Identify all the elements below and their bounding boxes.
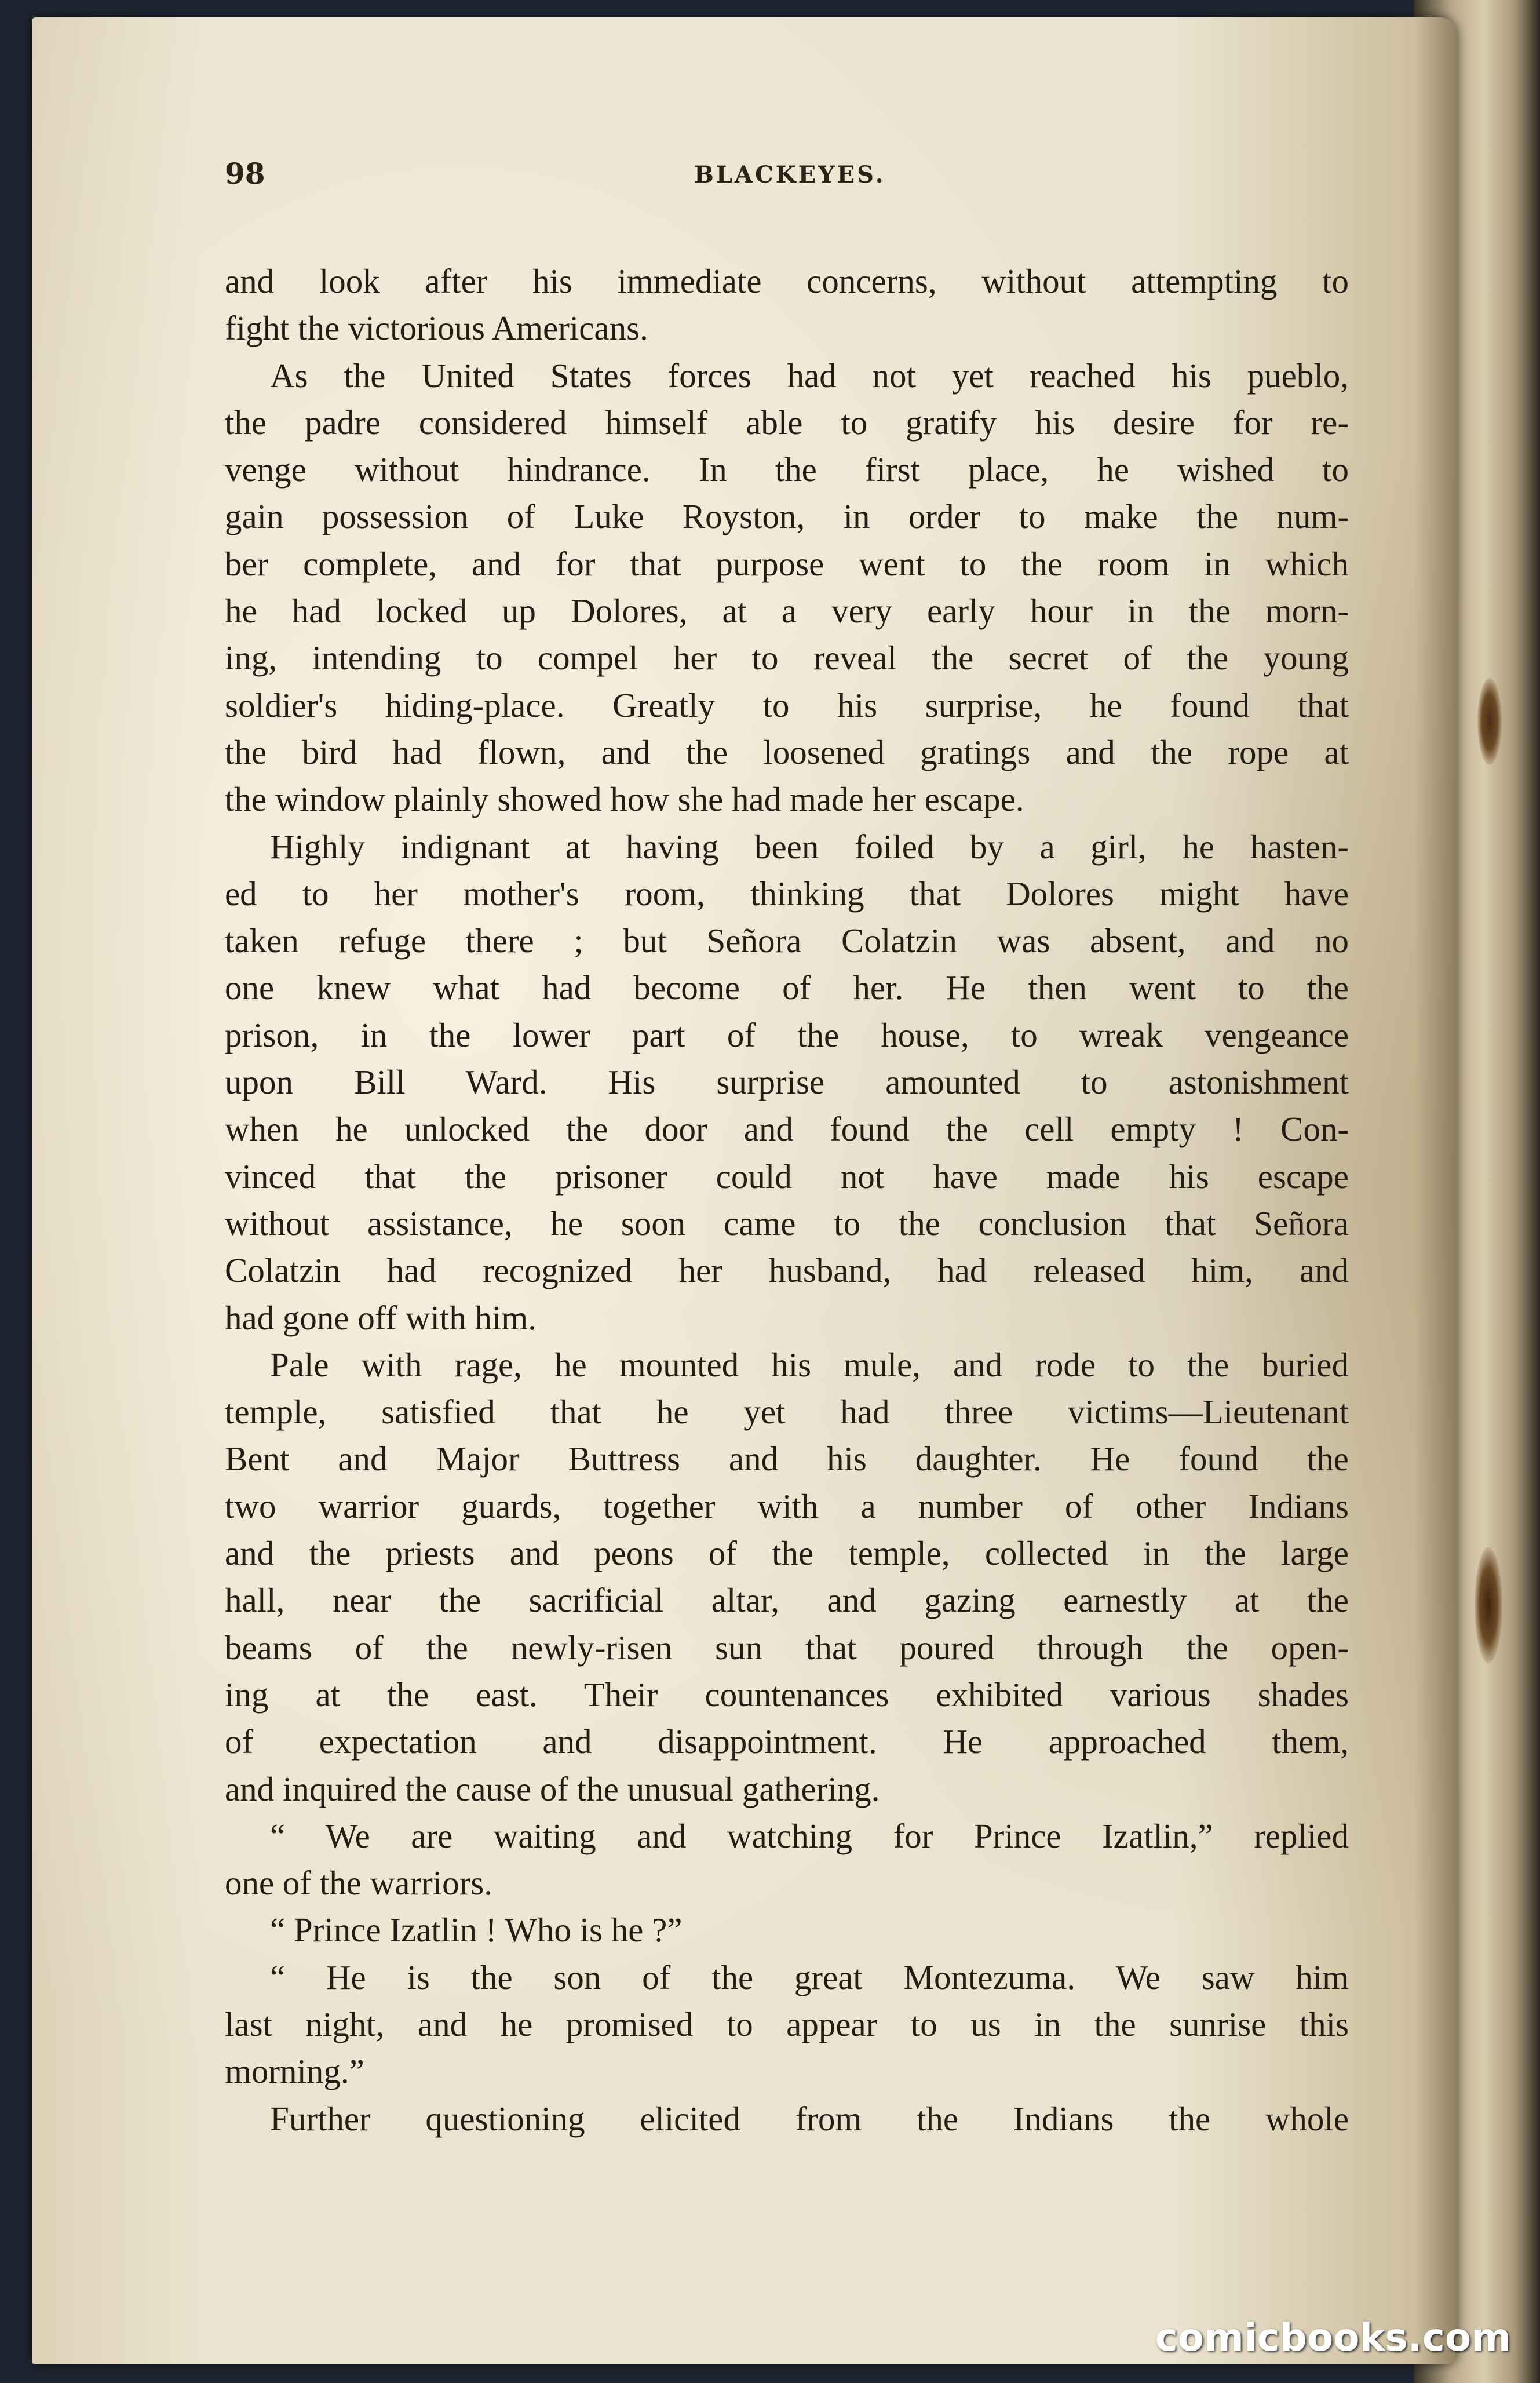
- page-stain: [1477, 678, 1502, 765]
- page-number: 98: [225, 156, 265, 191]
- running-head: BLACKEYES.: [694, 161, 886, 188]
- text-line: and inquired the cause of the unusual gathering.: [225, 1769, 880, 1808]
- text-line: Colatzin had recognized her husband, had released him, and: [225, 1251, 1349, 1290]
- text-line: fight the victorious Americans.: [225, 309, 648, 348]
- text-line: and look after his immediate concerns, without attempting to: [225, 262, 1349, 300]
- text-line: of expectation and disappointment. He approached them,: [225, 1722, 1349, 1761]
- text-line: gain possession of Luke Royston, in order to make the num-: [225, 497, 1349, 536]
- text-line: morning.”: [225, 2052, 364, 2091]
- text-line: prison, in the lower part of the house, to wreak vengeance: [225, 1015, 1349, 1054]
- text-line: the bird had flown, and the loosened gratings and the rope at: [225, 733, 1349, 771]
- text-line: vinced that the prisoner could not have made his escape: [225, 1157, 1349, 1196]
- text-line: ber complete, and for that purpose went to the room in which: [225, 544, 1349, 583]
- text-line: Highly indignant at having been foiled by a girl, he hasten-: [270, 827, 1349, 866]
- text-line: hall, near the sacrificial altar, and gazing earnestly at the: [225, 1581, 1349, 1620]
- text-line: taken refuge there ; but Señora Colatzin was absent, and no: [225, 921, 1349, 960]
- text-line: two warrior guards, together with a number of other Indians: [225, 1486, 1349, 1525]
- text-line: “ We are waiting and watching for Prince Izatlin,” replied: [270, 1816, 1349, 1855]
- text-line: “ Prince Izatlin ! Who is he ?”: [270, 1911, 683, 1950]
- text-line: last night, and he promised to appear to us in the sunrise this: [225, 2005, 1349, 2043]
- text-line: ed to her mother's room, thinking that Dolores might have: [225, 874, 1349, 913]
- text-line: one of the warriors.: [225, 1864, 493, 1903]
- text-line: the window plainly showed how she had made her escape.: [225, 780, 1024, 819]
- body-text: [225, 258, 1349, 2142]
- text-line: venge without hindrance. In the first place, he wished to: [225, 450, 1349, 489]
- text-line: Further questioning elicited from the Indians the whole: [270, 2099, 1349, 2138]
- text-line: As the United States forces had not yet reached his pueblo,: [270, 356, 1349, 395]
- page-header: [225, 156, 1360, 203]
- text-line: soldier's hiding-place. Greatly to his surprise, he found that: [225, 686, 1349, 724]
- text-line: the padre considered himself able to gratify his desire for re-: [225, 403, 1349, 442]
- text-line: “ He is the son of the great Montezuma. We saw him: [270, 1958, 1349, 1996]
- text-line: had gone off with him.: [225, 1298, 537, 1337]
- text-line: ing, intending to compel her to reveal the secret of the young: [225, 639, 1349, 677]
- text-line: temple, satisfied that he yet had three victims—Lieutenant: [225, 1393, 1349, 1431]
- text-line: upon Bill Ward. His surprise amounted to astonishment: [225, 1063, 1349, 1102]
- text-line: one knew what had become of her. He then went to the: [225, 968, 1349, 1007]
- page-stain: [1475, 1547, 1502, 1663]
- watermark: comicbooks.com: [1155, 2315, 1511, 2360]
- text-line: Pale with rage, he mounted his mule, and rode to the buried: [270, 1345, 1349, 1384]
- text-line: Bent and Major Buttress and his daughter. He found the: [225, 1440, 1349, 1478]
- text-line: he had locked up Dolores, at a very early hour in the morn-: [225, 592, 1349, 631]
- text-line: ing at the east. Their countenances exhibited various shades: [225, 1675, 1349, 1714]
- text-line: beams of the newly-risen sun that poured through the open-: [225, 1628, 1349, 1667]
- text-line: and the priests and peons of the temple, collected in the large: [225, 1534, 1349, 1573]
- text-line: without assistance, he soon came to the conclusion that Señora: [225, 1204, 1349, 1242]
- text-line: when he unlocked the door and found the cell empty ! Con-: [225, 1110, 1349, 1149]
